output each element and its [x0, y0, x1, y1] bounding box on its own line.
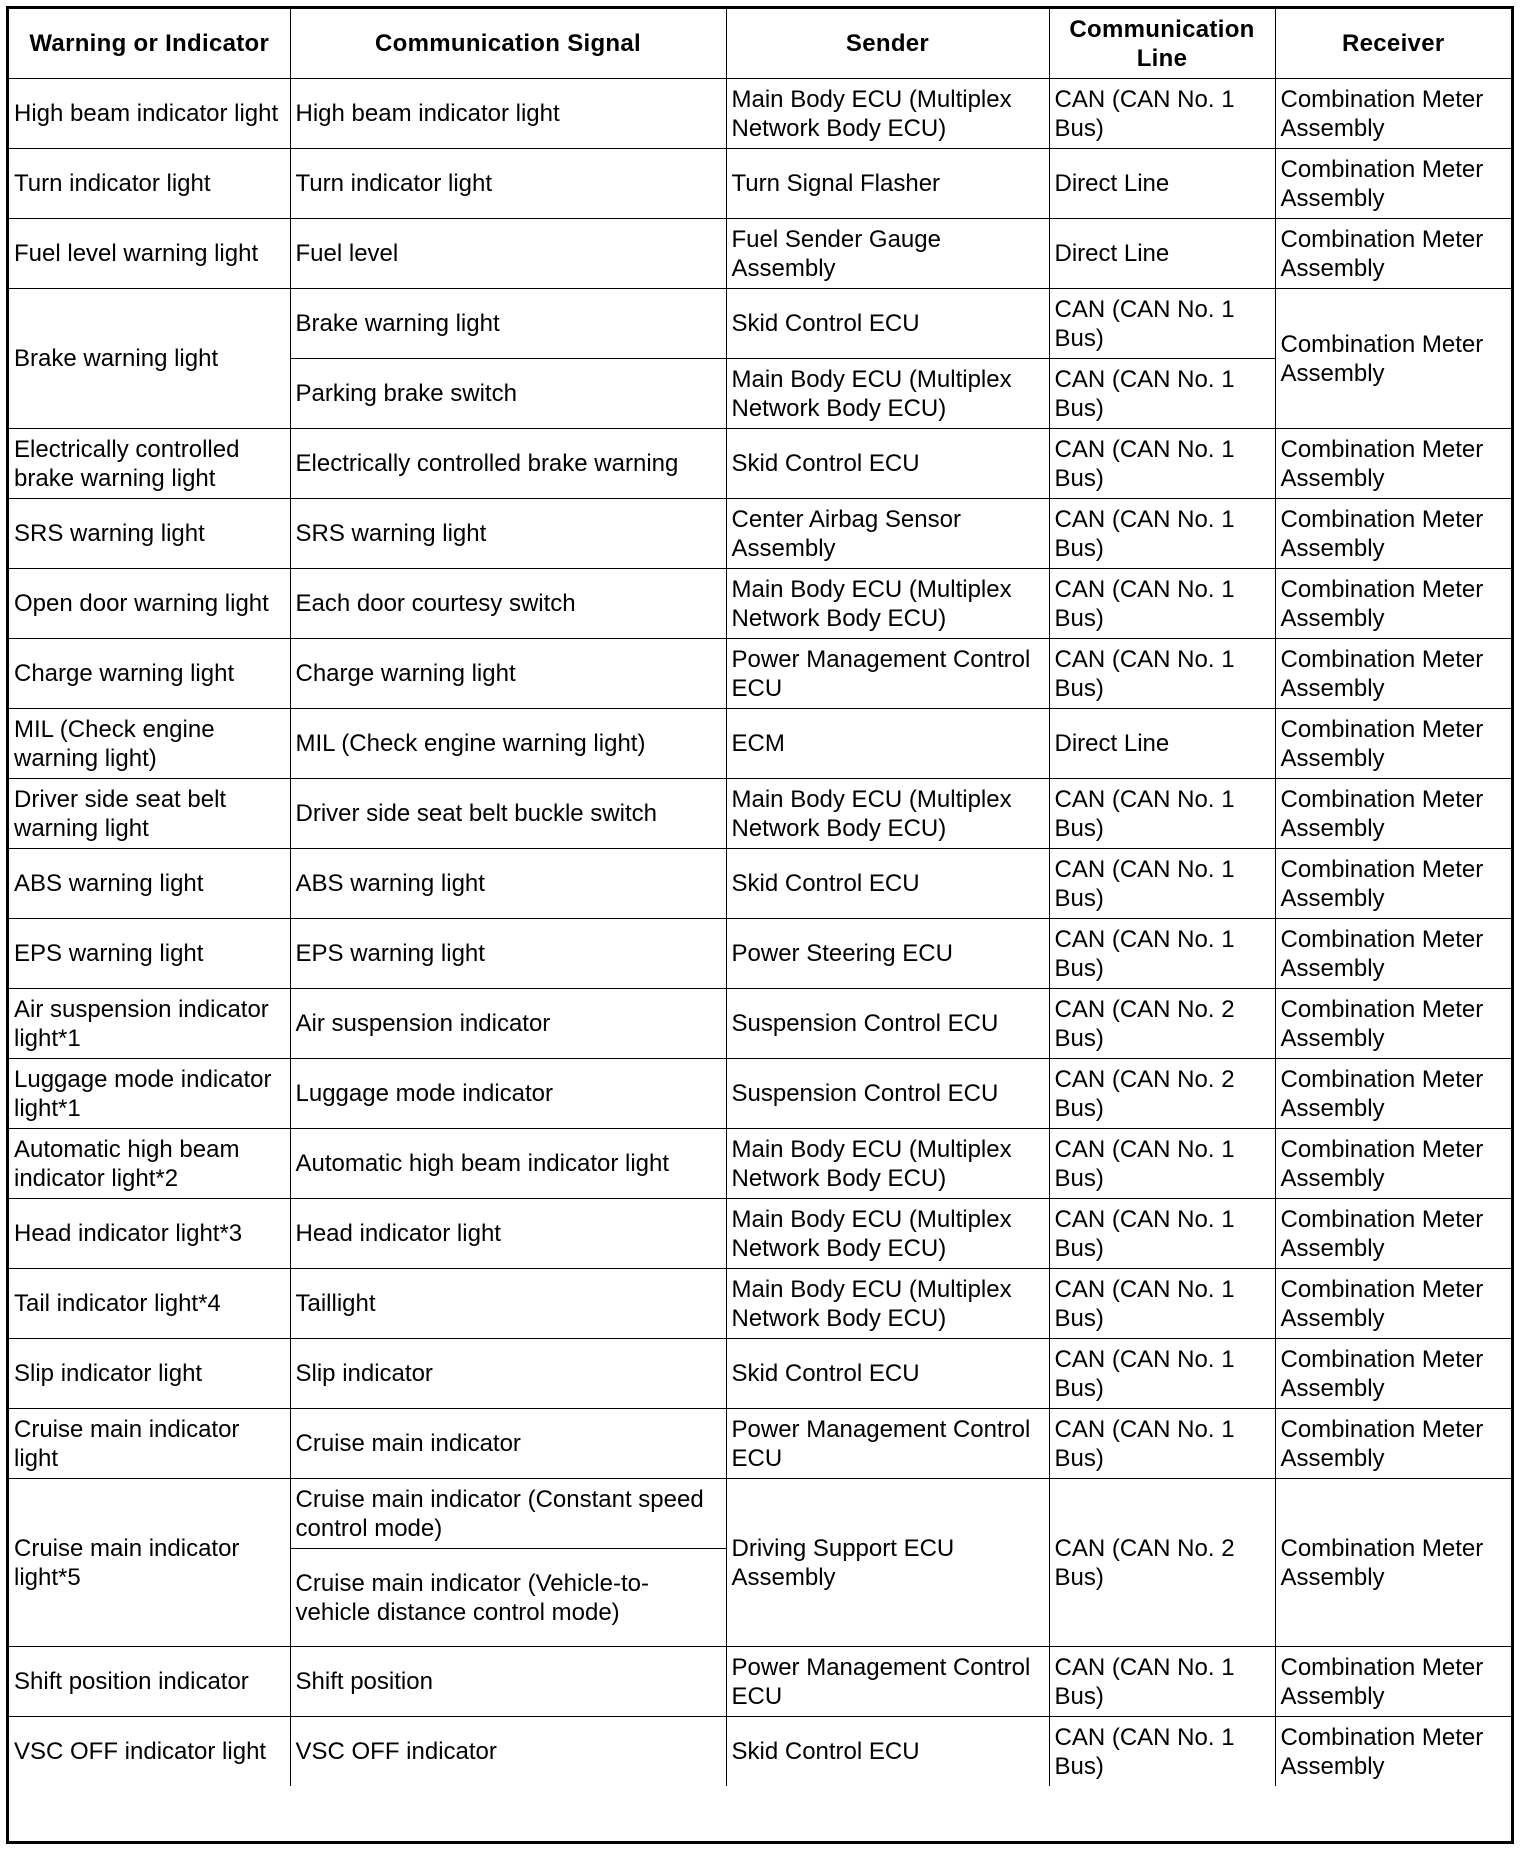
- line-cell: CAN (CAN No. 1 Bus): [1049, 289, 1275, 359]
- indicator-cell: Air suspension indicator light*1: [9, 989, 290, 1059]
- receiver-cell: Combination Meter Assembly: [1275, 1199, 1511, 1269]
- table-row: [9, 1199, 1511, 1269]
- signal-cell: Electrically controlled brake warning: [290, 429, 726, 499]
- sender-cell: Main Body ECU (Multiplex Network Body ECU): [726, 569, 1049, 639]
- table-row: [9, 79, 1511, 149]
- receiver-cell: Combination Meter Assembly: [1275, 289, 1511, 429]
- receiver-cell: Combination Meter Assembly: [1275, 1269, 1511, 1339]
- receiver-cell: Combination Meter Assembly: [1275, 149, 1511, 219]
- table-row: [9, 779, 1511, 849]
- receiver-cell: Combination Meter Assembly: [1275, 989, 1511, 1059]
- signal-cell: SRS warning light: [290, 499, 726, 569]
- table-row: [9, 849, 1511, 919]
- sender-cell: Power Steering ECU: [726, 919, 1049, 989]
- sender-cell: Skid Control ECU: [726, 849, 1049, 919]
- indicator-cell: Slip indicator light: [9, 1339, 290, 1409]
- sender-cell: Skid Control ECU: [726, 429, 1049, 499]
- indicator-cell: Turn indicator light: [9, 149, 290, 219]
- receiver-cell: Combination Meter Assembly: [1275, 849, 1511, 919]
- table-row: [9, 1647, 1511, 1717]
- sender-cell: Skid Control ECU: [726, 1717, 1049, 1787]
- receiver-cell: Combination Meter Assembly: [1275, 429, 1511, 499]
- line-cell: CAN (CAN No. 1 Bus): [1049, 1339, 1275, 1409]
- signal-cell: VSC OFF indicator: [290, 1717, 726, 1787]
- indicator-cell: Shift position indicator: [9, 1647, 290, 1717]
- table-row: [9, 1129, 1511, 1199]
- table-row: [9, 1339, 1511, 1409]
- table-row: [9, 1479, 1511, 1549]
- line-cell: CAN (CAN No. 1 Bus): [1049, 1129, 1275, 1199]
- signal-cell: Air suspension indicator: [290, 989, 726, 1059]
- sender-cell: ECM: [726, 709, 1049, 779]
- table-row: [9, 289, 1511, 359]
- signal-cell: Shift position: [290, 1647, 726, 1717]
- indicator-cell: MIL (Check engine warning light): [9, 709, 290, 779]
- signal-table-frame: [6, 6, 1514, 1844]
- line-cell: CAN (CAN No. 2 Bus): [1049, 989, 1275, 1059]
- line-cell: CAN (CAN No. 1 Bus): [1049, 919, 1275, 989]
- receiver-cell: Combination Meter Assembly: [1275, 499, 1511, 569]
- table-row: [9, 989, 1511, 1059]
- receiver-cell: Combination Meter Assembly: [1275, 639, 1511, 709]
- header-communication-signal: Communication Signal: [290, 9, 726, 79]
- signal-cell: Fuel level: [290, 219, 726, 289]
- communication-signal-table: [9, 9, 1511, 1786]
- line-cell: CAN (CAN No. 1 Bus): [1049, 779, 1275, 849]
- receiver-cell: Combination Meter Assembly: [1275, 1647, 1511, 1717]
- indicator-cell: Charge warning light: [9, 639, 290, 709]
- receiver-cell: Combination Meter Assembly: [1275, 1479, 1511, 1647]
- indicator-cell: Fuel level warning light: [9, 219, 290, 289]
- signal-cell: EPS warning light: [290, 919, 726, 989]
- indicator-cell: ABS warning light: [9, 849, 290, 919]
- sender-cell: Turn Signal Flasher: [726, 149, 1049, 219]
- line-cell: Direct Line: [1049, 149, 1275, 219]
- receiver-cell: Combination Meter Assembly: [1275, 1059, 1511, 1129]
- sender-cell: Power Management Control ECU: [726, 1409, 1049, 1479]
- sender-cell: Main Body ECU (Multiplex Network Body ECU): [726, 1129, 1049, 1199]
- receiver-cell: Combination Meter Assembly: [1275, 1717, 1511, 1787]
- table-row: [9, 1409, 1511, 1479]
- signal-cell: Each door courtesy switch: [290, 569, 726, 639]
- indicator-cell: Cruise main indicator light: [9, 1409, 290, 1479]
- sender-cell: Fuel Sender Gauge Assembly: [726, 219, 1049, 289]
- signal-cell: Brake warning light: [290, 289, 726, 359]
- table-row: [9, 919, 1511, 989]
- sender-cell: Suspension Control ECU: [726, 989, 1049, 1059]
- table-row: [9, 1269, 1511, 1339]
- sender-cell: Skid Control ECU: [726, 1339, 1049, 1409]
- indicator-cell: VSC OFF indicator light: [9, 1717, 290, 1787]
- signal-cell: ABS warning light: [290, 849, 726, 919]
- sender-cell: Main Body ECU (Multiplex Network Body ECU): [726, 1269, 1049, 1339]
- header-receiver: Receiver: [1275, 9, 1511, 79]
- signal-cell: Charge warning light: [290, 639, 726, 709]
- line-cell: CAN (CAN No. 1 Bus): [1049, 429, 1275, 499]
- line-cell: CAN (CAN No. 1 Bus): [1049, 639, 1275, 709]
- indicator-cell: EPS warning light: [9, 919, 290, 989]
- receiver-cell: Combination Meter Assembly: [1275, 1129, 1511, 1199]
- receiver-cell: Combination Meter Assembly: [1275, 1409, 1511, 1479]
- signal-cell: Automatic high beam indicator light: [290, 1129, 726, 1199]
- header-row: [9, 9, 1511, 79]
- signal-cell: Cruise main indicator: [290, 1409, 726, 1479]
- table-row: [9, 1059, 1511, 1129]
- sender-cell: Main Body ECU (Multiplex Network Body ECU): [726, 1199, 1049, 1269]
- receiver-cell: Combination Meter Assembly: [1275, 919, 1511, 989]
- table-row: [9, 569, 1511, 639]
- signal-cell: Taillight: [290, 1269, 726, 1339]
- table-row: [9, 429, 1511, 499]
- sender-cell: Main Body ECU (Multiplex Network Body ECU): [726, 359, 1049, 429]
- line-cell: CAN (CAN No. 1 Bus): [1049, 849, 1275, 919]
- indicator-cell: Electrically controlled brake warning light: [9, 429, 290, 499]
- header-communication-line: Communication Line: [1049, 9, 1275, 79]
- indicator-cell: Brake warning light: [9, 289, 290, 429]
- header-warning-or-indicator: Warning or Indicator: [9, 9, 290, 79]
- receiver-cell: Combination Meter Assembly: [1275, 569, 1511, 639]
- indicator-cell: Automatic high beam indicator light*2: [9, 1129, 290, 1199]
- receiver-cell: Combination Meter Assembly: [1275, 1339, 1511, 1409]
- signal-cell: Cruise main indicator (Vehicle-to-vehicle distance control mode): [290, 1549, 726, 1647]
- indicator-cell: High beam indicator light: [9, 79, 290, 149]
- indicator-cell: Open door warning light: [9, 569, 290, 639]
- signal-cell: Parking brake switch: [290, 359, 726, 429]
- table-row: [9, 219, 1511, 289]
- receiver-cell: Combination Meter Assembly: [1275, 779, 1511, 849]
- table-row: [9, 499, 1511, 569]
- receiver-cell: Combination Meter Assembly: [1275, 79, 1511, 149]
- table-row: [9, 709, 1511, 779]
- indicator-cell: Head indicator light*3: [9, 1199, 290, 1269]
- line-cell: CAN (CAN No. 1 Bus): [1049, 1199, 1275, 1269]
- line-cell: CAN (CAN No. 1 Bus): [1049, 359, 1275, 429]
- line-cell: CAN (CAN No. 1 Bus): [1049, 1409, 1275, 1479]
- indicator-cell: SRS warning light: [9, 499, 290, 569]
- signal-cell: Slip indicator: [290, 1339, 726, 1409]
- sender-cell: Driving Support ECU Assembly: [726, 1479, 1049, 1647]
- line-cell: Direct Line: [1049, 219, 1275, 289]
- line-cell: CAN (CAN No. 1 Bus): [1049, 79, 1275, 149]
- sender-cell: Suspension Control ECU: [726, 1059, 1049, 1129]
- line-cell: CAN (CAN No. 1 Bus): [1049, 1269, 1275, 1339]
- sender-cell: Main Body ECU (Multiplex Network Body ECU): [726, 779, 1049, 849]
- table-row: [9, 1717, 1511, 1787]
- signal-cell: Cruise main indicator (Constant speed control mode): [290, 1479, 726, 1549]
- signal-cell: High beam indicator light: [290, 79, 726, 149]
- receiver-cell: Combination Meter Assembly: [1275, 219, 1511, 289]
- line-cell: CAN (CAN No. 1 Bus): [1049, 499, 1275, 569]
- line-cell: CAN (CAN No. 1 Bus): [1049, 1647, 1275, 1717]
- indicator-cell: Driver side seat belt warning light: [9, 779, 290, 849]
- sender-cell: Power Management Control ECU: [726, 1647, 1049, 1717]
- signal-cell: Driver side seat belt buckle switch: [290, 779, 726, 849]
- header-sender: Sender: [726, 9, 1049, 79]
- signal-cell: Luggage mode indicator: [290, 1059, 726, 1129]
- indicator-cell: Tail indicator light*4: [9, 1269, 290, 1339]
- signal-cell: MIL (Check engine warning light): [290, 709, 726, 779]
- table-row: [9, 639, 1511, 709]
- indicator-cell: Cruise main indicator light*5: [9, 1479, 290, 1647]
- line-cell: Direct Line: [1049, 709, 1275, 779]
- indicator-cell: Luggage mode indicator light*1: [9, 1059, 290, 1129]
- table-row: [9, 149, 1511, 219]
- line-cell: CAN (CAN No. 2 Bus): [1049, 1479, 1275, 1647]
- receiver-cell: Combination Meter Assembly: [1275, 709, 1511, 779]
- signal-cell: Head indicator light: [290, 1199, 726, 1269]
- line-cell: CAN (CAN No. 1 Bus): [1049, 569, 1275, 639]
- line-cell: CAN (CAN No. 1 Bus): [1049, 1717, 1275, 1787]
- line-cell: CAN (CAN No. 2 Bus): [1049, 1059, 1275, 1129]
- sender-cell: Skid Control ECU: [726, 289, 1049, 359]
- signal-cell: Turn indicator light: [290, 149, 726, 219]
- sender-cell: Center Airbag Sensor Assembly: [726, 499, 1049, 569]
- sender-cell: Main Body ECU (Multiplex Network Body ECU): [726, 79, 1049, 149]
- sender-cell: Power Management Control ECU: [726, 639, 1049, 709]
